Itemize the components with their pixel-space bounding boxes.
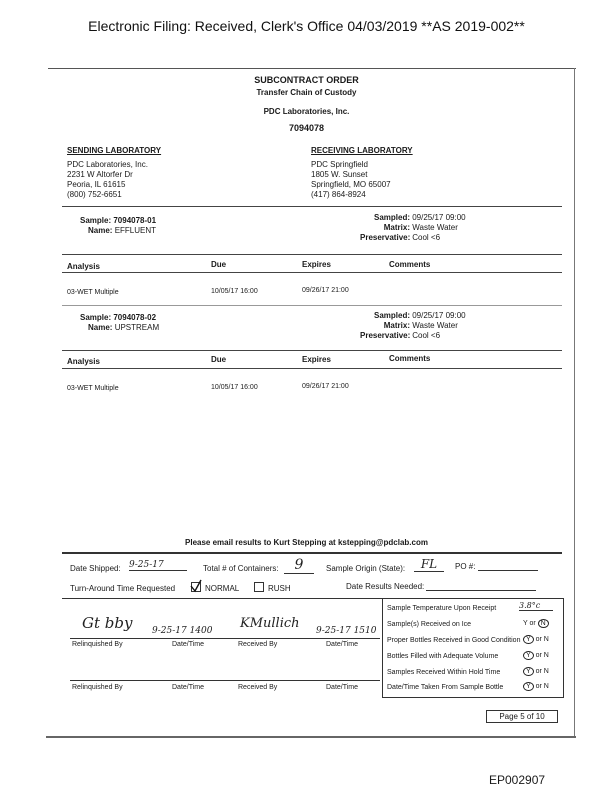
check-label: Date/Time Taken From Sample Bottle — [387, 684, 504, 691]
received-by-label: Received By — [238, 641, 278, 648]
check-yn: Y or N — [523, 683, 549, 690]
receipt-checklist — [382, 598, 564, 698]
receiving-lab-heading: RECEIVING LABORATORY — [311, 146, 413, 155]
divider — [62, 305, 562, 306]
receiving-lab-address: PDC Springfield 1805 W. Sunset Springfield, MO 65007 (417) 864-8924 — [311, 160, 391, 199]
col-due: Due — [211, 355, 227, 364]
normal-checkbox[interactable] — [191, 582, 201, 592]
containers-value: 9 — [284, 557, 314, 574]
relinquished-by-label: Relinquished By — [72, 684, 123, 691]
doc-title: SUBCONTRACT ORDER — [254, 75, 359, 85]
sample-1-details: Sampled: 09/25/17 09:00 Matrix: Waste Water Preservative: Cool <6 — [360, 213, 466, 242]
divider — [62, 368, 562, 369]
page-number: Page 5 of 10 — [486, 710, 558, 723]
origin-label: Sample Origin (State): — [326, 564, 406, 573]
check-label: Sample Temperature Upon Receipt — [387, 605, 497, 612]
page-top-border — [48, 68, 576, 69]
divider — [62, 254, 562, 255]
temperature-value: 3.8°c — [519, 601, 553, 611]
col-expires: Expires — [302, 355, 331, 364]
sample-1-due: 10/05/17 16:00 — [211, 288, 258, 295]
sample-2-analysis: 03-WET Multiple — [67, 385, 119, 392]
sending-lab-heading: SENDING LABORATORY — [67, 146, 162, 155]
po-line — [478, 570, 538, 571]
date-time-label: Date/Time — [326, 641, 359, 648]
tat-label: Turn-Around Time Requested — [70, 584, 176, 593]
normal-label: NORMAL — [205, 584, 240, 593]
relinquished-by-label: Relinquished By — [72, 641, 123, 648]
signature-line — [70, 638, 380, 639]
sample-1-name: Name: EFFLUENT — [88, 226, 157, 235]
check-mark-icon — [190, 579, 202, 593]
date-shipped-value: 9-25-17 — [129, 560, 187, 571]
col-analysis: Analysis — [67, 262, 100, 271]
sample-2-name: Name: UPSTREAM — [88, 323, 160, 332]
divider — [62, 350, 562, 351]
origin-value: FL — [414, 557, 444, 572]
sample-2-expires: 09/26/17 21:00 — [302, 383, 349, 390]
check-label: Samples Received Within Hold Time — [387, 669, 501, 676]
doc-subtitle: Transfer Chain of Custody — [256, 88, 357, 97]
date-needed-label: Date Results Needed: — [346, 582, 425, 591]
check-yn: Y or N — [523, 636, 549, 643]
col-analysis: Analysis — [67, 357, 100, 366]
sample-2-due: 10/05/17 16:00 — [211, 384, 258, 391]
check-yn: Y or N — [523, 652, 549, 659]
order-number: 7094078 — [288, 123, 325, 133]
relinquished-datetime: 9-25-17 1400 — [152, 626, 213, 636]
received-by-label: Received By — [238, 684, 278, 691]
col-comments: Comments — [389, 354, 431, 363]
col-due: Due — [211, 260, 227, 269]
received-datetime: 9-25-17 1510 — [316, 626, 377, 636]
check-yn: Y or N — [523, 620, 549, 627]
check-label: Bottles Filled with Adequate Volume — [387, 653, 499, 660]
date-shipped-label: Date Shipped: — [70, 564, 121, 573]
page-bottom-border — [46, 736, 576, 738]
po-label: PO #: — [455, 562, 476, 571]
sending-lab-address: PDC Laboratories, Inc. 2231 W Altorfer Dr Peoria, IL 61615 (800) 752-6651 — [67, 160, 148, 199]
rush-checkbox[interactable] — [254, 582, 264, 592]
sample-1-analysis: 03-WET Multiple — [67, 289, 119, 296]
sample-2-details: Sampled: 09/25/17 09:00 Matrix: Waste Water Preservative: Cool <6 — [360, 311, 466, 340]
containers-label: Total # of Containers: — [203, 564, 279, 573]
bates-number: EP002907 — [489, 773, 546, 787]
sample-1-id: Sample: 7094078-01 — [80, 216, 157, 225]
divider — [62, 272, 562, 273]
date-needed-line — [426, 590, 536, 591]
col-expires: Expires — [302, 260, 331, 269]
sample-2-id: Sample: 7094078-02 — [80, 313, 157, 322]
col-comments: Comments — [389, 260, 431, 269]
filing-header: Electronic Filing: Received, Clerk's Office 04/03/2019 **AS 2019-002** — [88, 18, 525, 34]
email-note: Please email results to Kurt Stepping at kstepping@pdclab.com — [185, 538, 428, 547]
check-label: Sample(s) Received on Ice — [387, 621, 472, 628]
doc-lab-name: PDC Laboratories, Inc. — [263, 107, 350, 116]
signature-line — [70, 680, 380, 681]
date-time-label: Date/Time — [326, 684, 359, 691]
date-time-label: Date/Time — [172, 641, 205, 648]
rush-label: RUSH — [268, 584, 291, 593]
date-time-label: Date/Time — [172, 684, 205, 691]
sample-1-expires: 09/26/17 21:00 — [302, 287, 349, 294]
check-label: Proper Bottles Received in Good Condition — [387, 637, 521, 644]
page-right-border — [574, 68, 575, 738]
check-yn: Y or N — [523, 668, 549, 675]
relinquished-signature: Gt bby — [82, 614, 133, 632]
divider — [62, 552, 562, 554]
received-signature: KMullich — [240, 616, 300, 631]
divider — [62, 206, 562, 207]
